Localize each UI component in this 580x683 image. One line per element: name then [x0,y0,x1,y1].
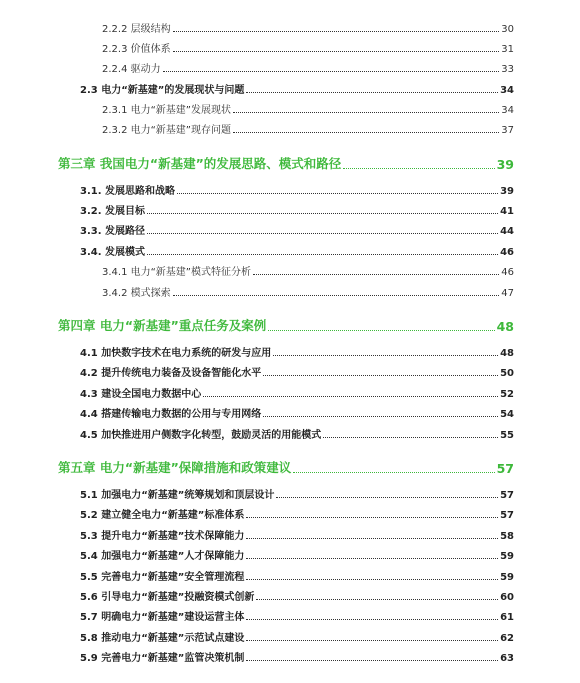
toc-entry-title: 2.2.2 层级结构 [102,24,171,35]
dot-leader [246,639,498,641]
toc-entry[interactable] [80,505,514,521]
toc-entry-title: 5.9 完善电力“新基建”监管决策机制 [80,653,245,664]
toc-entry[interactable] [80,567,514,583]
toc-entry[interactable] [80,80,514,96]
toc-entry[interactable] [80,587,514,603]
dot-leader [233,111,499,113]
toc-entry[interactable] [80,343,514,359]
toc-entry-page: 59 [500,551,514,562]
toc-entry-page: 54 [500,409,514,420]
dot-leader [177,192,498,194]
dot-leader [273,354,498,356]
toc-chapter-page: 39 [496,157,514,172]
toc-entry-title: 2.2.4 驱动力 [102,64,161,75]
toc-entry-page: 39 [500,186,514,197]
toc-entry-title: 5.8 推动电力“新基建”示范试点建设 [80,633,245,644]
toc-entry-page: 57 [500,490,514,501]
toc-entry[interactable] [102,39,514,55]
dot-leader [246,516,498,518]
toc-entry-page: 58 [500,531,514,542]
dot-leader [147,253,498,255]
toc-entry-page: 37 [501,125,514,136]
toc-chapter[interactable] [58,316,514,334]
toc-entry-page: 59 [500,572,514,583]
toc-entry[interactable] [80,201,514,217]
toc-entry-page: 57 [500,510,514,521]
dot-leader [173,30,500,32]
toc-entry-title: 2.3 电力“新基建”的发展现状与问题 [80,85,245,96]
dot-leader [246,91,498,93]
dot-leader [343,167,494,169]
dot-leader [246,537,498,539]
toc-entry-page: 52 [500,389,514,400]
toc-entry-title: 3.4.2 模式探索 [102,288,171,299]
toc-entry-title: 5.2 建立健全电力“新基建”标准体系 [80,510,245,521]
toc-entry[interactable] [80,607,514,623]
dot-leader [203,395,498,397]
toc-entry-title: 2.2.3 价值体系 [102,44,171,55]
toc-entry-page: 62 [500,633,514,644]
toc-entry[interactable] [80,363,514,379]
toc-entry-title: 5.6 引导电力“新基建”投融资模式创新 [80,592,255,603]
toc-entry-title: 3.1. 发展思路和战略 [80,186,175,197]
toc-entry[interactable] [102,19,514,35]
toc-entry[interactable] [80,485,514,501]
toc-entry-title: 5.1 加强电力“新基建”统筹规划和顶层设计 [80,490,275,501]
dot-leader [147,212,498,214]
dot-leader [323,436,498,438]
toc-entry[interactable] [80,546,514,562]
toc-entry-title: 2.3.1 电力“新基建”发展现状 [102,105,231,116]
toc-entry[interactable] [80,648,514,664]
toc-entry-title: 4.4 搭建传输电力数据的公用与专用网络 [80,409,262,420]
dot-leader [276,496,498,498]
toc-chapter-page: 48 [496,319,514,334]
dot-leader [268,329,494,331]
toc-entry-title: 3.3. 发展路径 [80,226,145,237]
toc-entry[interactable] [102,100,514,116]
toc-entry-page: 47 [501,288,514,299]
toc-entry-page: 33 [501,64,514,75]
toc-entry-page: 34 [501,105,514,116]
toc-entry[interactable] [80,404,514,420]
toc-entry-page: 34 [500,85,514,96]
toc-entry-page: 63 [500,653,514,664]
dot-leader [246,557,498,559]
toc-entry-page: 48 [500,348,514,359]
toc-entry[interactable] [80,181,514,197]
dot-leader [246,618,498,620]
dot-leader [173,294,500,296]
toc-entry-title: 3.4.1 电力“新基建”模式特征分析 [102,267,251,278]
toc-entry-page: 30 [501,24,514,35]
toc-chapter-title: 第五章 电力“新基建”保障措施和政策建议 [58,460,292,475]
toc-entry-page: 31 [501,44,514,55]
toc-entry-page: 46 [500,247,514,258]
toc-entry[interactable] [80,242,514,258]
dot-leader [163,70,500,72]
toc-entry-page: 41 [500,206,514,217]
dot-leader [173,50,500,52]
toc-entry-title: 4.5 加快推进用户侧数字化转型，鼓励灵活的用能模式 [80,430,322,441]
toc-entry-page: 60 [500,592,514,603]
dot-leader [263,374,498,376]
toc-entry-title: 4.3 建设全国电力数据中心 [80,389,202,400]
dot-leader [147,232,498,234]
dot-leader [263,415,498,417]
toc-entry[interactable] [102,283,514,299]
toc-chapter-page: 57 [496,461,514,476]
toc-entry-page: 61 [500,612,514,623]
toc-chapter-title: 第三章 我国电力“新基建”的发展思路、模式和路径 [58,156,342,171]
dot-leader [256,598,498,600]
toc-entry-page: 55 [500,430,514,441]
toc-entry-title: 5.3 提升电力“新基建”技术保障能力 [80,531,245,542]
toc-entry[interactable] [80,526,514,542]
toc-entry-page: 44 [500,226,514,237]
toc-entry[interactable] [80,425,514,441]
toc-entry[interactable] [102,59,514,75]
toc-entry[interactable] [80,384,514,400]
toc-entry-title: 5.4 加强电力“新基建”人才保障能力 [80,551,245,562]
dot-leader [253,273,499,275]
toc-chapter[interactable] [58,154,514,172]
toc-entry-page: 50 [500,368,514,379]
toc-entry-title: 5.7 明确电力“新基建”建设运营主体 [80,612,245,623]
dot-leader [246,659,498,661]
toc-entry-title: 2.3.2 电力“新基建”现存问题 [102,125,231,136]
toc-entry-title: 3.2. 发展目标 [80,206,145,217]
dot-leader [246,578,498,580]
toc-entry-page: 46 [501,267,514,278]
toc-entry-title: 4.1 加快数字技术在电力系统的研发与应用 [80,348,272,359]
dot-leader [293,471,494,473]
toc-entry-title: 4.2 提升传统电力装备及设备智能化水平 [80,368,262,379]
toc-entry[interactable] [80,628,514,644]
dot-leader [233,131,499,133]
toc-entry[interactable] [80,221,514,237]
toc-chapter[interactable] [58,458,514,476]
toc-chapter-title: 第四章 电力“新基建”重点任务及案例 [58,318,267,333]
toc-entry[interactable] [102,120,514,136]
toc-entry-title: 3.4. 发展模式 [80,247,145,258]
toc-entry[interactable] [102,262,514,278]
toc-entry-title: 5.5 完善电力“新基建”安全管理流程 [80,572,245,583]
